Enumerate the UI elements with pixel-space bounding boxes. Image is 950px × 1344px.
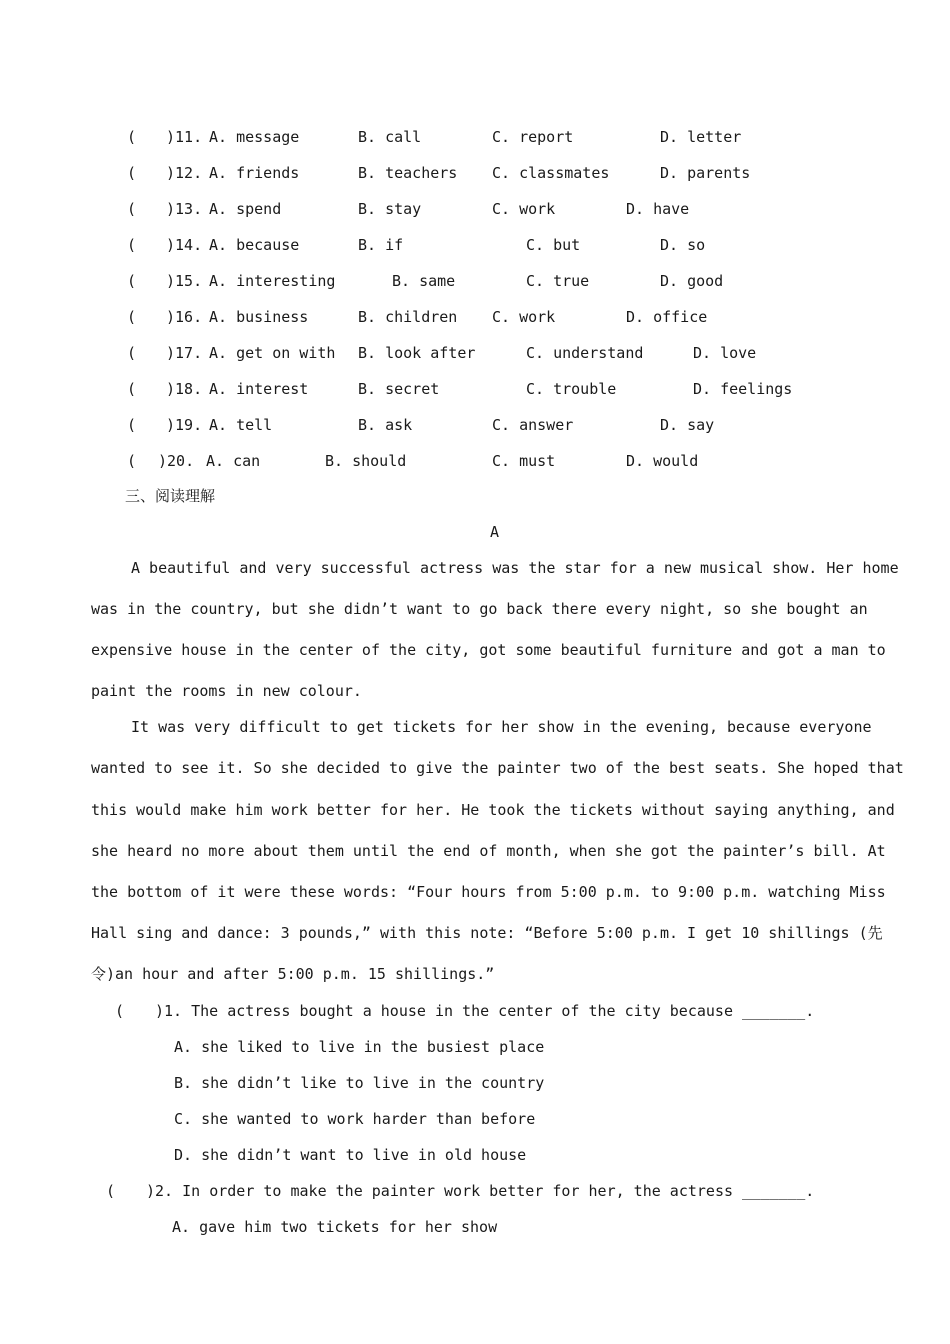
answer-paren: ( — [127, 128, 137, 146]
answer-paren: ( — [127, 344, 137, 362]
question-stem: )2. In order to make the painter work better for her, the actress _______. — [146, 1182, 815, 1200]
answer-paren: ( — [127, 416, 137, 434]
answer-option: B. she didn’t like to live in the country — [174, 1074, 545, 1092]
answer-paren: ( — [115, 1002, 125, 1020]
paragraph-line: expensive house in the center of the city, got some beautiful furniture and got a man to — [91, 641, 886, 659]
answer-paren: ( — [127, 452, 137, 470]
paragraph-line: A beautiful and very successful actress was the star for a new musical show. Her home — [131, 559, 899, 577]
question-number: )13. — [166, 200, 203, 218]
paragraph-line: wanted to see it. So she decided to give the painter two of the best seats. She hoped that — [91, 759, 904, 777]
option-b: B. children — [358, 308, 458, 326]
answer-paren: ( — [127, 380, 137, 398]
option-d: D. so — [660, 236, 706, 254]
option-a: A. message — [209, 128, 300, 146]
paragraph-line: the bottom of it were these words: “Four hours from 5:00 p.m. to 9:00 p.m. watching Miss — [91, 883, 886, 901]
option-d: D. say — [660, 416, 715, 434]
paragraph-line: It was very difficult to get tickets for her show in the evening, because everyone — [131, 718, 872, 736]
answer-paren: ( — [127, 236, 137, 254]
option-c: C. classmates — [492, 164, 610, 182]
option-b: B. call — [358, 128, 422, 146]
option-b: B. stay — [358, 200, 422, 218]
passage-label: A — [490, 523, 500, 541]
paragraph-line: paint the rooms in new colour. — [91, 682, 362, 700]
option-a: A. get on with — [209, 344, 336, 362]
paragraph-line: Hall sing and dance: 3 pounds,” with this note: “Before 5:00 p.m. I get 10 shillings (先 — [91, 924, 883, 942]
option-c: C. report — [492, 128, 574, 146]
option-d: D. would — [626, 452, 699, 470]
answer-paren: ( — [127, 272, 137, 290]
question-number: )20. — [158, 452, 195, 470]
option-a: A. interesting — [209, 272, 336, 290]
paragraph-line: she heard no more about them until the end of month, when she got the painter’s bill. At — [91, 842, 886, 860]
option-b: B. if — [358, 236, 404, 254]
option-b: B. look after — [358, 344, 476, 362]
option-a: A. friends — [209, 164, 300, 182]
question-number: )17. — [166, 344, 203, 362]
question-number: )12. — [166, 164, 203, 182]
option-a: A. because — [209, 236, 300, 254]
option-d: D. good — [660, 272, 724, 290]
option-a: A. can — [206, 452, 261, 470]
answer-option: D. she didn’t want to live in old house — [174, 1146, 527, 1164]
section-title: 三、阅读理解 — [125, 487, 216, 505]
option-c: C. work — [492, 308, 556, 326]
option-b: B. secret — [358, 380, 440, 398]
option-d: D. parents — [660, 164, 751, 182]
option-d: D. have — [626, 200, 690, 218]
question-number: )15. — [166, 272, 203, 290]
option-a: A. tell — [209, 416, 273, 434]
option-b: B. teachers — [358, 164, 458, 182]
option-c: C. true — [526, 272, 590, 290]
answer-paren: ( — [127, 308, 137, 326]
question-number: )18. — [166, 380, 203, 398]
option-d: D. love — [693, 344, 757, 362]
option-b: B. ask — [358, 416, 413, 434]
paragraph-line: this would make him work better for her. He took the tickets without saying anything, and — [91, 801, 895, 819]
option-d: D. letter — [660, 128, 742, 146]
answer-option: A. gave him two tickets for her show — [172, 1218, 498, 1236]
option-c: C. trouble — [526, 380, 617, 398]
answer-paren: ( — [127, 200, 137, 218]
question-number: )14. — [166, 236, 203, 254]
option-a: A. spend — [209, 200, 282, 218]
paragraph-line: 令)an hour and after 5:00 p.m. 15 shillings.” — [91, 965, 495, 983]
option-d: D. feelings — [693, 380, 793, 398]
option-d: D. office — [626, 308, 708, 326]
question-stem: )1. The actress bought a house in the center of the city because _______. — [155, 1002, 815, 1020]
question-number: )19. — [166, 416, 203, 434]
question-number: )16. — [166, 308, 203, 326]
option-a: A. business — [209, 308, 309, 326]
option-c: C. but — [526, 236, 581, 254]
answer-paren: ( — [106, 1182, 116, 1200]
answer-option: C. she wanted to work harder than before — [174, 1110, 536, 1128]
option-c: C. must — [492, 452, 556, 470]
option-c: C. understand — [526, 344, 644, 362]
answer-option: A. she liked to live in the busiest place — [174, 1038, 545, 1056]
option-c: C. answer — [492, 416, 574, 434]
option-a: A. interest — [209, 380, 309, 398]
option-b: B. same — [392, 272, 456, 290]
option-c: C. work — [492, 200, 556, 218]
question-number: )11. — [166, 128, 203, 146]
paragraph-line: was in the country, but she didn’t want to go back there every night, so she bought an — [91, 600, 868, 618]
option-b: B. should — [325, 452, 407, 470]
answer-paren: ( — [127, 164, 137, 182]
